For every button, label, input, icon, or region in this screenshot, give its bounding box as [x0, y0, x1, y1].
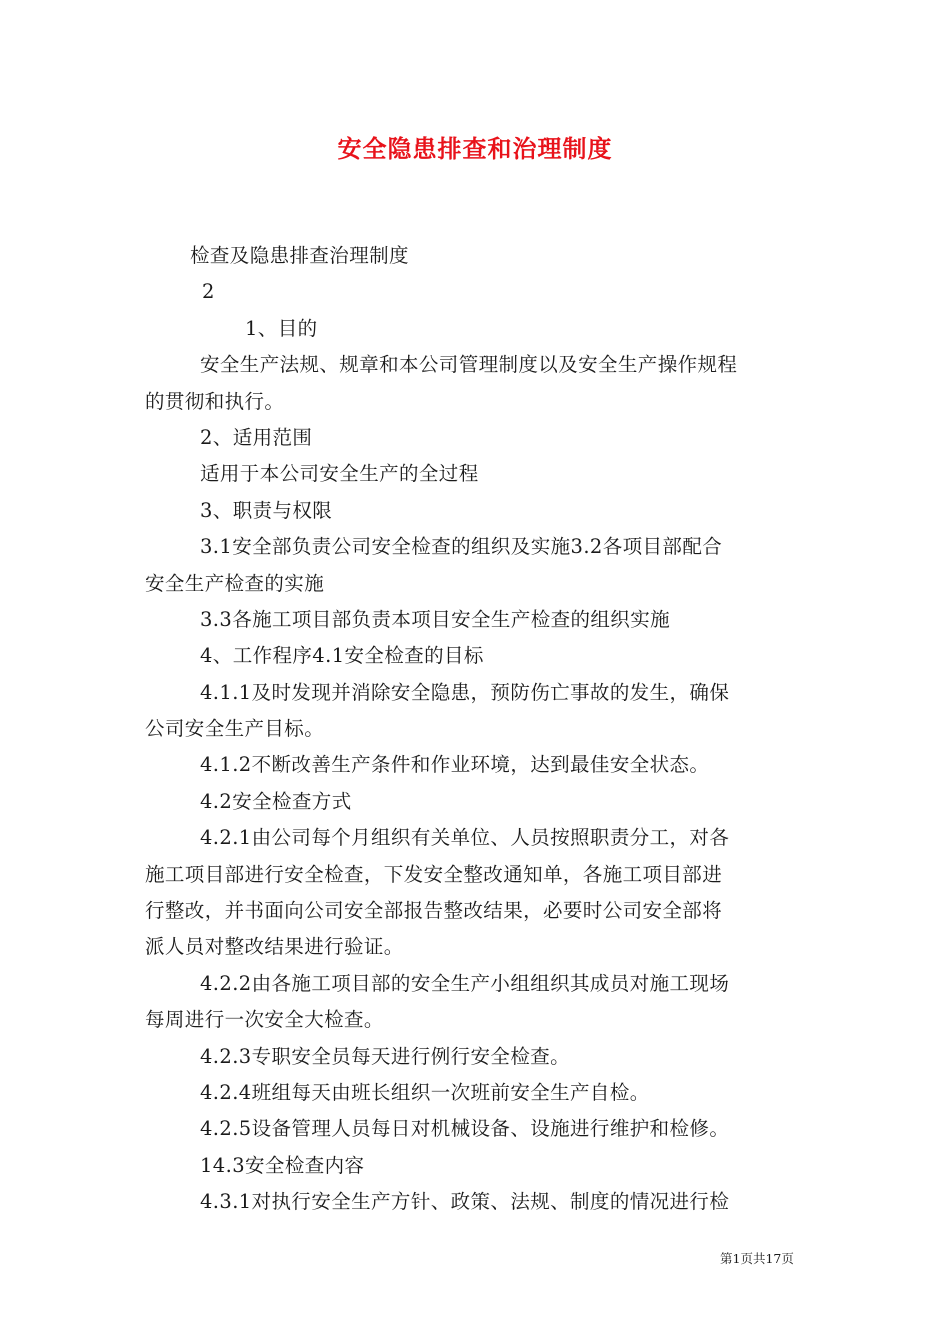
paragraph-line: 2、适用范围: [200, 425, 313, 449]
paragraph-line: 4.2.5设备管理人员每日对机械设备、设施进行维护和检修。: [200, 1117, 730, 1141]
document-title: 安全隐患排查和治理制度: [337, 134, 613, 163]
paragraph-line: 3.3各施工项目部负责本项目安全生产检查的组织实施: [200, 607, 671, 631]
paragraph-line: 4.2.4班组每天由班长组织一次班前安全生产自检。: [200, 1080, 650, 1104]
paragraph-line: 4.1.2不断改善生产条件和作业环境，达到最佳安全状态。: [200, 753, 710, 777]
paragraph-line: 派人员对整改结果进行验证。: [145, 935, 404, 959]
paragraph-line: 4.2.3专职安全员每天进行例行安全检查。: [200, 1044, 571, 1068]
paragraph-line: 行整改，并书面向公司安全部报告整改结果，必要时公司安全部将: [145, 899, 723, 923]
paragraph-line: 施工项目部进行安全检查，下发安全整改通知单，各施工项目部进: [145, 862, 723, 886]
paragraph-line: 安全生产检查的实施: [145, 571, 325, 595]
paragraph-line: 14.3安全检查内容: [200, 1153, 365, 1177]
paragraph-line: 4.1.1及时发现并消除安全隐患，预防伤亡事故的发生，确保: [200, 680, 730, 704]
paragraph-line: 安全生产法规、规章和本公司管理制度以及安全生产操作规程: [200, 353, 738, 377]
paragraph-line: 公司安全生产目标。: [145, 717, 325, 741]
paragraph-line: 的贯彻和执行。: [145, 389, 285, 413]
paragraph-line: 1、目的: [245, 316, 318, 340]
paragraph-line: 4.2.2由各施工项目部的安全生产小组组织其成员对施工现场: [200, 971, 730, 995]
paragraph-line: 3、职责与权限: [200, 498, 333, 522]
paragraph-line: 2: [202, 280, 215, 304]
paragraph-line: 3.1安全部负责公司安全检查的组织及实施3.2各项目部配合: [200, 535, 723, 559]
paragraph-line: 适用于本公司安全生产的全过程: [200, 462, 479, 486]
paragraph-line: 4、工作程序4.1安全检查的目标: [200, 644, 484, 668]
paragraph-line: 4.2.1由公司每个月组织有关单位、人员按照职责分工，对各: [200, 826, 730, 850]
paragraph-line: 4.2安全检查方式: [200, 789, 352, 813]
paragraph-line: 每周进行一次安全大检查。: [145, 1008, 384, 1032]
page-number-footer: 第1页共17页: [720, 1251, 794, 1266]
document-body: [145, 238, 815, 1221]
paragraph-line: 检查及隐患排查治理制度: [190, 244, 409, 267]
paragraph-line: 4.3.1对执行安全生产方针、政策、法规、制度的情况进行检: [200, 1190, 730, 1214]
